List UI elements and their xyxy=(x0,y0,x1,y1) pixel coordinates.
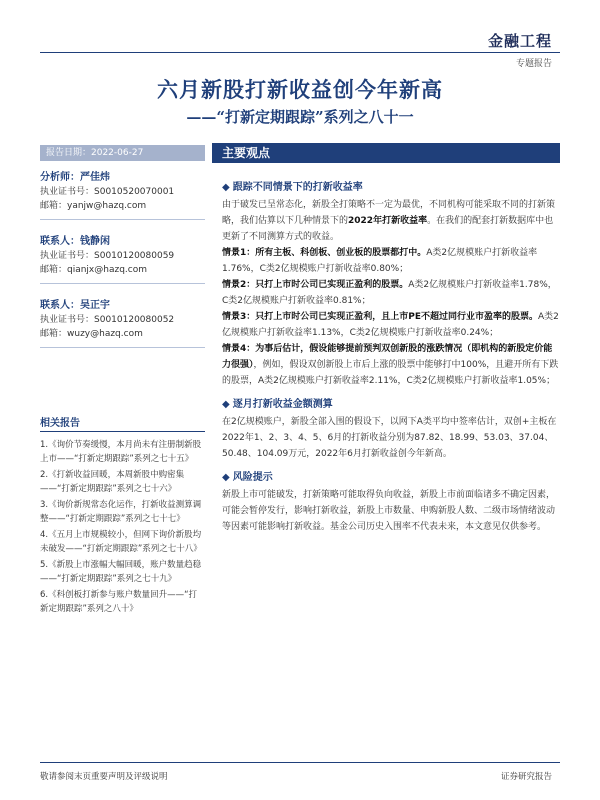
footer-label: 证券研究报告 xyxy=(500,772,552,782)
section-heading: ◆ 逐月打新收益金额测算 xyxy=(222,399,333,410)
related-reports xyxy=(40,414,205,618)
analyst-cert: 执业证书号：S0010520070001 xyxy=(40,187,175,197)
analyst-panel xyxy=(40,168,205,360)
related-report-link[interactable]: 4.《五月上市规模较小，但网下询价新股均未破发——“打新定期跟踪”系列之七十八》 xyxy=(40,530,202,554)
related-report-link[interactable]: 5.《新股上市涨幅大幅回暖，账户数量趋稳——“打新定期跟踪”系列之七十九》 xyxy=(40,560,202,584)
bullet-icon: ◆ xyxy=(222,182,230,193)
analyst-email[interactable]: 邮箱：qianjx@hazq.com xyxy=(40,265,147,275)
main-content xyxy=(222,178,560,535)
related-report-link[interactable]: 6.《科创板打新参与账户数量回升——“打新定期跟踪”系列之八十》 xyxy=(40,590,198,614)
main-section-title: 主要观点 xyxy=(212,143,560,163)
scenario-2: 情景2：只打上市时公司已实现正盈利的股票。A类2亿规模账户打新收益率1.78%，C类2亿规模账户打新收益率0.81%； xyxy=(222,280,557,306)
report-date: 报告日期：2022-06-27 xyxy=(40,145,205,161)
paragraph: 在2亿规模账户，新股全部入围的假设下，以网下A类平均中签率估计，双创+主板在2022年1、2、3、4、5、6月的打新收益分别为87.82、18.99、53.03、37.04、50.48、104.09万元，2022年6月打新收益创今年新高。 xyxy=(222,417,557,459)
section-heading: ◆ 风险提示 xyxy=(222,472,273,483)
analyst-name: 联系人：钱静闲 xyxy=(40,236,110,247)
paragraph: 新股上市可能破发，打新策略可能取得负向收益，新股上市前面临诸多不确定因素，可能会暂停发行，影响打新收益，新股上市数量、申购新股人数、二级市场情绪波动等因素可能影响打新收益。基金公司历史入围率不代表未来，本文意见仅供参考。 xyxy=(222,490,556,532)
bullet-icon: ◆ xyxy=(222,399,230,410)
footer-divider xyxy=(40,762,560,763)
footer-disclaimer[interactable]: 敬请参阅末页重要声明及评级说明 xyxy=(40,772,168,782)
analyst-card xyxy=(40,296,205,348)
scenario-3: 情景3：只打上市时公司已实现正盈利，且上市PE不超过同行业市盈率的股票。A类2亿规模账户打新收益率1.13%，C类2亿规模账户打新收益率0.24%； xyxy=(222,312,559,338)
related-reports-title: 相关报告 xyxy=(40,414,205,432)
page-title: 六月新股打新收益创今年新高 xyxy=(157,77,443,102)
analyst-card xyxy=(40,232,205,284)
section-heading: ◆ 跟踪不同情景下的打新收益率 xyxy=(222,182,363,193)
related-report-link[interactable]: 2.《打新收益回暖，本周新股中购密集——“打新定期跟踪”系列之七十六》 xyxy=(40,470,185,494)
page-subtitle: ——“打新定期跟踪”系列之八十一 xyxy=(186,108,414,126)
analyst-card xyxy=(40,168,205,220)
header-divider xyxy=(40,52,560,53)
bullet-icon: ◆ xyxy=(222,472,230,483)
scenario-4: 情景4：为事后估计，假设能够提前预判双创新股的涨跌情况（即机构的新股定价能力很强），例如，假设双创新股上市后上涨的股票中能够打中100%，且避开所有下跌的股票，A类2亿规模账户打新收益率2.11%，C类2亿规模账户打新收益率1.05%； xyxy=(222,344,559,386)
analyst-cert: 执业证书号：S0010120080059 xyxy=(40,251,175,261)
related-report-link[interactable]: 3.《询价新规常态化运作，打新收益测算调整——“打新定期跟踪”系列之七十七》 xyxy=(40,500,202,524)
analyst-name: 联系人：吴正宇 xyxy=(40,300,110,311)
analyst-name: 分析师：严佳炜 xyxy=(40,172,110,183)
scenario-1: 情景1：所有主板、科创板、创业板的股票都打中。A类2亿规模账户打新收益率1.76%，C类2亿规模账户打新收益率0.80%； xyxy=(222,248,538,274)
analyst-email[interactable]: 邮箱：wuzy@hazq.com xyxy=(40,329,143,339)
brand-title: 金融工程 xyxy=(487,32,552,50)
paragraph: 由于破发已呈常态化，新股全打策略不一定为最优，不同机构可能采取不同的打新策略，我们估算以下几种情景下的2022年打新收益率。在我们的配套打新数据库中也更新了不同测算方式的收益。 xyxy=(222,200,556,242)
report-category: 专题报告 xyxy=(515,59,552,69)
related-report-link[interactable]: 1.《询价节奏缓慢，本月尚未有注册制新股上市——“打新定期跟踪”系列之七十五》 xyxy=(40,440,202,464)
analyst-email[interactable]: 邮箱：yanjw@hazq.com xyxy=(40,201,147,211)
analyst-cert: 执业证书号：S0010120080052 xyxy=(40,315,175,325)
